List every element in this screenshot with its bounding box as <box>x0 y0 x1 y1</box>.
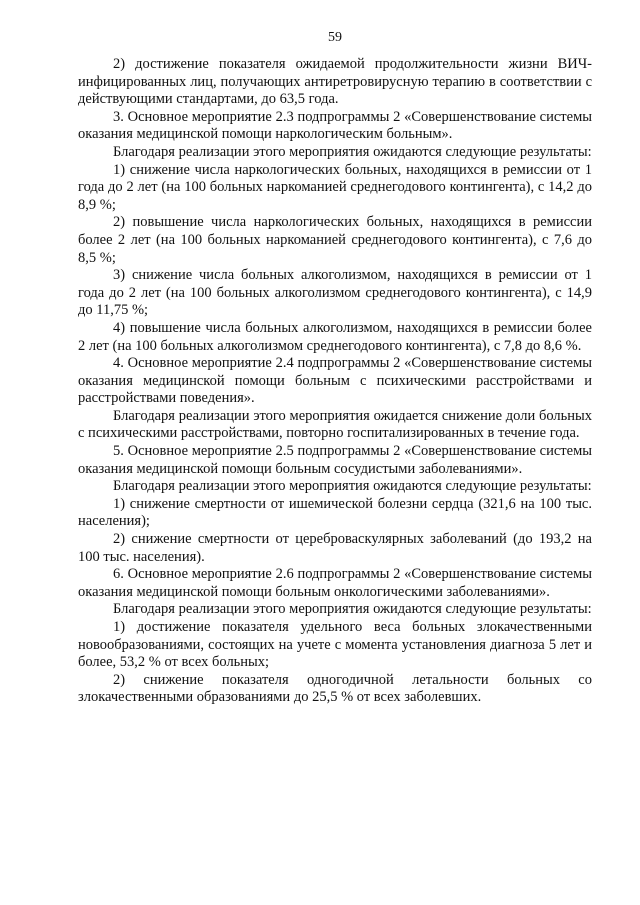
paragraph-oncology-five-year: 1) достижение показателя удельного веса больных злокачественными новообразованиями, состоящих на учете с момента установления диагноза 5 лет и более, 53,2 % от всех больных; <box>78 619 592 671</box>
paragraph-expected-results-2-5: Благодаря реализации этого мероприятия ожидаются следующие результаты: <box>113 478 592 495</box>
paragraph-measure-2-6: 6. Основное мероприятие 2.6 подпрограммы 2 «Совершенствование системы оказания медицинской помощи больным онкологическими заболеваниями». <box>78 566 592 600</box>
paragraph-alcohol-remission-1-2: 3) снижение числа больных алкоголизмом, находящихся в ремиссии от 1 года до 2 лет (на 100 больных алкоголизмом среднегодового контингента), с 14,9 до 11,75 %; <box>78 267 592 319</box>
paragraph-narcology-remission-2plus: 2) повышение числа наркологических больных, находящихся в ремиссии более 2 лет (на 100 больных наркоманией среднегодового контингента), с 7,6 до 8,5 %; <box>78 214 592 266</box>
paragraph-ischemic-mortality: 1) снижение смертности от ишемической болезни сердца (321,6 на 100 тыс. населения); <box>78 495 592 530</box>
paragraph-expected-results-2-3: Благодаря реализации этого мероприятия ожидаются следующие результаты: <box>113 143 592 160</box>
paragraph-measure-2-4: 4. Основное мероприятие 2.4 подпрограммы 2 «Совершенствование системы оказания медицинской помощи больным с психическими расстройствами и расстройствами поведения». <box>78 355 592 407</box>
paragraph-expected-results-2-4: Благодаря реализации этого мероприятия ожидается снижение доли больных с психическими расстройствами, повторно госпитализированных в течение года. <box>78 407 592 442</box>
paragraph-narcology-remission-1-2: 1) снижение числа наркологических больных, находящихся в ремиссии от 1 года до 2 лет (на 100 больных наркоманией среднегодового контингента), с 14,2 до 8,9 %; <box>78 161 592 213</box>
page-number: 59 <box>328 30 342 45</box>
paragraph-expected-results-2-6: Благодаря реализации этого мероприятия ожидаются следующие результаты: <box>113 601 592 618</box>
paragraph-cerebrovascular-mortality: 2) снижение смертности от цереброваскулярных заболеваний (до 193,2 на 100 тыс. населения). <box>78 531 592 565</box>
document-body <box>78 56 592 707</box>
paragraph-oncology-lethality: 2) снижение показателя одногодичной летальности больных со злокачественными образованиями до 25,5 % от всех заболевших. <box>78 671 592 706</box>
paragraph-alcohol-remission-2plus: 4) повышение числа больных алкоголизмом, находящихся в ремиссии более 2 лет (на 100 больных алкоголизмом среднегодового контингента), с 7,8 до 8,6 %. <box>78 319 592 354</box>
paragraph-hiv-life-expectancy: 2) достижение показателя ожидаемой продолжительности жизни ВИЧ-инфицированных лиц, получающих антиретровирусную терапию в соответствии с действующими стандартами, до 63,5 года. <box>78 56 592 108</box>
paragraph-measure-2-3: 3. Основное мероприятие 2.3 подпрограммы 2 «Совершенствование системы оказания медицинской помощи наркологическим больным». <box>78 108 592 143</box>
paragraph-measure-2-5: 5. Основное мероприятие 2.5 подпрограммы 2 «Совершенствование системы оказания медицинской помощи больным сосудистыми заболеваниями». <box>78 443 592 477</box>
